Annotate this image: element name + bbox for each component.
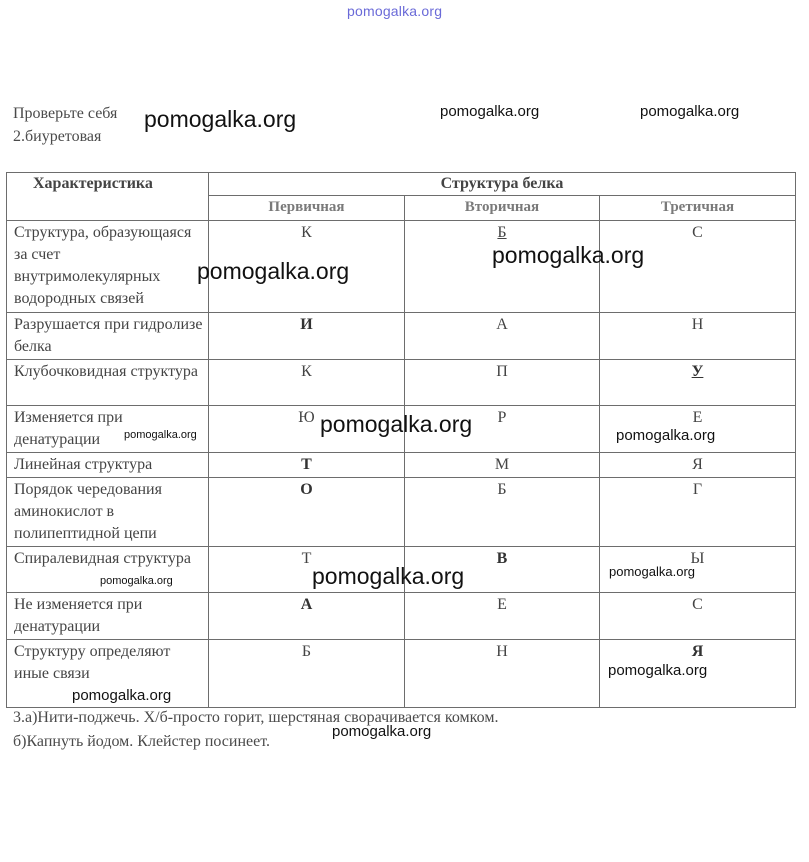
header-characteristic: Характеристика (7, 173, 209, 221)
cell-tertiary: С (600, 221, 796, 313)
table-row (7, 221, 796, 313)
cell-secondary: Н (405, 640, 600, 708)
top-watermark: pomogalka.org (347, 3, 443, 19)
cell-tertiary: Н (600, 313, 796, 360)
watermark-small: pomogalka.org (100, 575, 173, 587)
row-label: Структуру определяют иные связи (7, 640, 209, 708)
cell-tertiary: С (600, 593, 796, 640)
cell-tertiary: Ы (600, 547, 796, 593)
cell-primary: Т (209, 547, 405, 593)
row-label: Изменяется при денатурации (7, 406, 209, 453)
cell-secondary: Р (405, 406, 600, 453)
watermark-small: pomogalka.org (124, 429, 197, 441)
cell-secondary: Б (405, 478, 600, 547)
row-label: Порядок чередования аминокислот в полипептидной цепи (7, 478, 209, 547)
table-row (7, 453, 796, 478)
table-row (7, 360, 796, 406)
watermark-large: pomogalka.org (312, 563, 465, 589)
row-label: Разрушается при гидролизе белка (7, 313, 209, 360)
intro-answer-2: 2.биуретовая (13, 128, 102, 145)
row-label: Не изменяется при денатурации (7, 593, 209, 640)
watermark-medium: pomogalka.org (608, 662, 708, 679)
cell-secondary: А (405, 313, 600, 360)
intro-check-yourself: Проверьте себя (13, 105, 118, 122)
table-row (7, 593, 796, 640)
header-secondary: Вторичная (405, 196, 600, 221)
answer-3a: 3.а)Нити-поджечь. Х/б-просто горит, шерстяная сворачивается комком. (13, 709, 499, 726)
row-label: Спиралевидная структура (7, 547, 209, 593)
cell-primary: Б (209, 640, 405, 708)
cell-secondary: В (405, 547, 600, 593)
watermark-medium: pomogalka.org (616, 427, 716, 444)
header-tertiary: Третичная (600, 196, 796, 221)
cell-secondary: М (405, 453, 600, 478)
header-protein-structure: Структура белка (209, 173, 796, 196)
table-header-row (7, 173, 796, 196)
cell-secondary: Е (405, 593, 600, 640)
watermark-medium: pomogalka.org (440, 103, 540, 120)
header-primary: Первичная (209, 196, 405, 221)
cell-primary: Т (209, 453, 405, 478)
cell-tertiary: Я (600, 640, 796, 708)
row-label: Клубочковидная структура (7, 360, 209, 406)
cell-primary: К (209, 360, 405, 406)
cell-primary: А (209, 593, 405, 640)
watermark-large: pomogalka.org (320, 411, 473, 437)
cell-secondary: Б (497, 224, 507, 241)
watermark-medium: pomogalka.org (332, 723, 432, 740)
cell-tertiary: Я (600, 453, 796, 478)
table-row (7, 478, 796, 547)
cell-primary: О (209, 478, 405, 547)
watermark-large: pomogalka.org (492, 242, 645, 268)
table-row (7, 313, 796, 360)
cell-tertiary: У (691, 363, 704, 380)
row-label: Линейная структура (7, 453, 209, 478)
watermark-medium: pomogalka.org (640, 103, 740, 120)
cell-primary: И (209, 313, 405, 360)
cell-tertiary: Е (600, 406, 796, 453)
cell-tertiary: Г (600, 478, 796, 547)
row-label: Структура, образующаяся за счет внутримолекулярных водородных связей (7, 221, 209, 313)
cell-primary: К (209, 221, 405, 313)
cell-primary: Ю (209, 406, 405, 453)
cell-secondary: П (405, 360, 600, 406)
watermark-medium: pomogalka.org (609, 564, 695, 579)
answer-3b: б)Капнуть йодом. Клейстер посинеет. (13, 733, 270, 750)
watermark-large: pomogalka.org (144, 106, 297, 132)
watermark-large: pomogalka.org (197, 258, 350, 284)
watermark-medium: pomogalka.org (72, 687, 172, 704)
